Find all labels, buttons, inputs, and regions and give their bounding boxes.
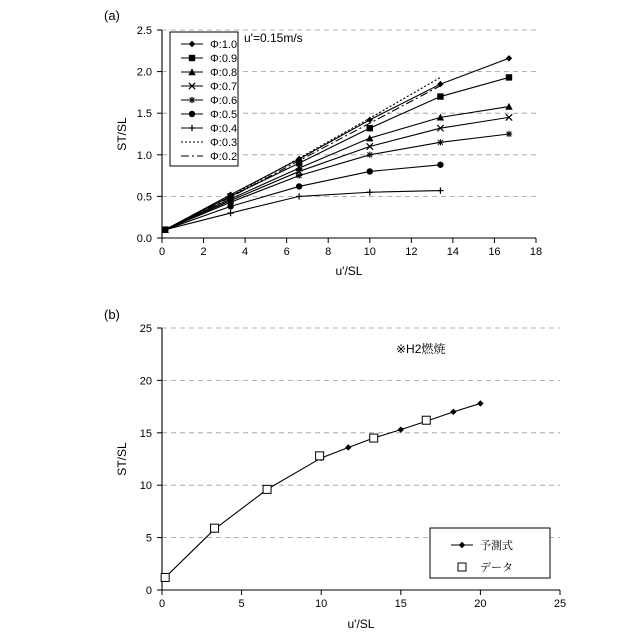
svg-text:Φ:0.6: Φ:0.6 bbox=[210, 95, 238, 107]
svg-text:2.5: 2.5 bbox=[136, 25, 152, 37]
svg-text:Φ:0.8: Φ:0.8 bbox=[210, 67, 238, 79]
panel-b bbox=[0, 300, 640, 640]
panel-b-annotation: ※H2燃焼 bbox=[396, 342, 446, 356]
panel-b-ylabel: ST/SL bbox=[115, 442, 129, 476]
panel-b-label: (b) bbox=[104, 307, 120, 322]
svg-text:15: 15 bbox=[139, 427, 152, 440]
svg-text:2: 2 bbox=[200, 246, 207, 258]
panel-a-ylabel: ST/SL bbox=[115, 117, 129, 151]
svg-text:2.0: 2.0 bbox=[136, 66, 152, 79]
panel-b-xlabel: u'/SL bbox=[347, 617, 375, 631]
svg-text:18: 18 bbox=[529, 246, 543, 258]
svg-text:Φ:0.3: Φ:0.3 bbox=[210, 137, 238, 149]
svg-text:0.0: 0.0 bbox=[136, 233, 152, 245]
svg-text:12: 12 bbox=[405, 246, 418, 258]
panel-b-y-ticklabels bbox=[140, 323, 152, 597]
svg-text:14: 14 bbox=[446, 246, 460, 258]
svg-text:データ: データ bbox=[480, 562, 513, 574]
panel-a-y-ticklabels bbox=[137, 25, 152, 245]
panel-a bbox=[0, 0, 640, 300]
svg-text:15: 15 bbox=[394, 598, 407, 610]
svg-text:0.5: 0.5 bbox=[136, 191, 152, 204]
svg-text:予測式: 予測式 bbox=[480, 540, 513, 552]
svg-text:1.0: 1.0 bbox=[136, 149, 152, 162]
panel-b-chart bbox=[0, 300, 640, 640]
svg-text:Φ:1.0: Φ:1.0 bbox=[210, 39, 238, 51]
panel-a-chart bbox=[0, 0, 640, 300]
svg-text:16: 16 bbox=[488, 246, 501, 258]
svg-text:4: 4 bbox=[242, 246, 249, 258]
svg-text:25: 25 bbox=[139, 323, 152, 335]
svg-text:5: 5 bbox=[145, 532, 152, 545]
svg-text:Φ:0.7: Φ:0.7 bbox=[210, 81, 238, 93]
svg-text:0: 0 bbox=[158, 598, 166, 610]
panel-a-label: (a) bbox=[104, 8, 120, 23]
svg-text:Φ:0.2: Φ:0.2 bbox=[210, 151, 238, 163]
svg-text:8: 8 bbox=[325, 246, 332, 258]
svg-text:10: 10 bbox=[363, 246, 376, 258]
svg-text:Φ:0.5: Φ:0.5 bbox=[210, 109, 238, 121]
svg-text:20: 20 bbox=[474, 598, 487, 610]
svg-text:0: 0 bbox=[158, 246, 166, 258]
panel-a-annotation: u'=0.15m/s bbox=[244, 31, 303, 45]
svg-text:0: 0 bbox=[145, 585, 152, 597]
panel-a-x-ticklabels bbox=[159, 246, 542, 258]
svg-text:Φ:0.4: Φ:0.4 bbox=[210, 123, 238, 135]
svg-text:10: 10 bbox=[139, 480, 152, 493]
svg-text:20: 20 bbox=[139, 375, 152, 388]
svg-text:1.5: 1.5 bbox=[136, 108, 152, 121]
panel-b-gridlines bbox=[162, 328, 560, 538]
panel-a-xlabel: u'/SL bbox=[335, 264, 363, 278]
panel-b-x-ticklabels bbox=[159, 598, 566, 610]
svg-text:10: 10 bbox=[315, 598, 328, 610]
svg-text:5: 5 bbox=[238, 598, 245, 610]
svg-text:6: 6 bbox=[283, 246, 290, 258]
svg-text:25: 25 bbox=[553, 598, 567, 610]
svg-text:Φ:0.9: Φ:0.9 bbox=[210, 53, 238, 65]
